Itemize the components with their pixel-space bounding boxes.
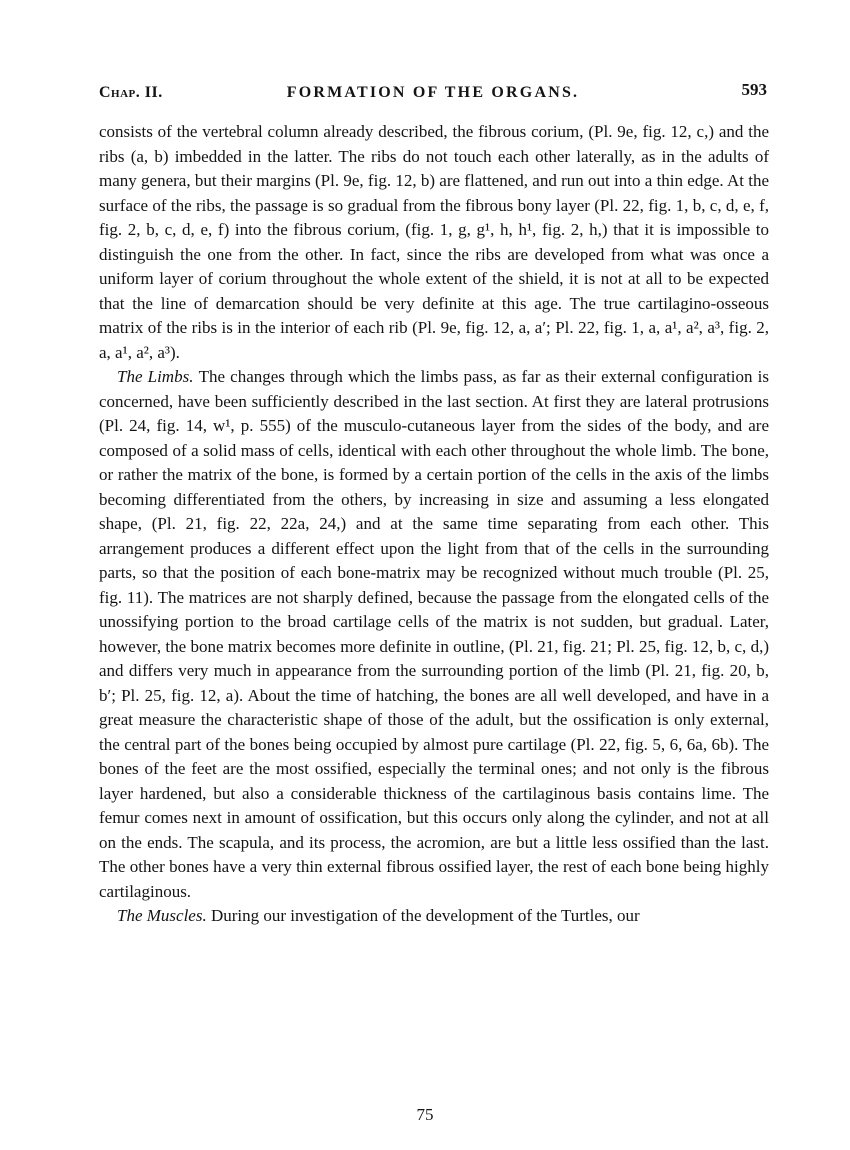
page-title: FORMATION OF THE ORGANS. — [286, 84, 580, 101]
chapter-label: Chap. II. — [99, 84, 163, 101]
paragraph-limbs — [99, 365, 769, 904]
paragraph-text: The changes through which the limbs pass, as far as their external configuration is concerned, have been sufficiently described in the last section. At first they are lateral protrusions (Pl. 24, fig. 14, w¹, p. 555) of the musculo-cutaneous layer from the sides of the body, and are composed of a solid mass of cells, identical with each other throughout the whole limb. The bone, or rather the matrix of the bone, is formed by a certain portion of the cells in the axis of the limbs becoming differentiated from the others, by increasing in size and assuming a less elongated shape, (Pl. 21, fig. 22, 22a, 24,) and at the same time separating from each other. This arrangement produces a different effect upon the light from that of the cells in the surrounding parts, so that the position of each bone-matrix may be recognized without much trouble (Pl. 25, fig. 11). The matrices are not sharply defined, because the passage from the elongated cells of the unossifying portion to the broad cartilage cells of the matrix is not sudden, but gradual. Later, however, the bone matrix becomes more definite in outline, (Pl. 21, fig. 21; Pl. 25, fig. 12, b, c, d,) and differs very much in appearance from the surrounding portion of the limb (Pl. 21, fig. 20, b, b′; Pl. 25, fig. 12, a). About the time of hatching, the bones are all well developed, and have in a great measure the characteristic shape of those of the adult, but the ossification is only external, the central part of the bones being occupied by almost pure cartilage (Pl. 22, fig. 5, 6, 6a, 6b). The bones of the feet are the most ossified, especially the terminal ones; and not only is the fibrous layer hardened, but also a considerable thickness of the cartilaginous basis contains lime. The femur comes next in amount of ossification, but this occurs only along the cylinder, and not at all on the ends. The scapula, and its process, the acromion, are but a little less ossified than the last. The other bones have a very thin external fibrous ossified layer, the rest of each bone being highly cartilaginous. — [99, 367, 769, 901]
running-head — [99, 78, 767, 108]
paragraph-text: During our investigation of the development of the Turtles, our — [210, 906, 640, 925]
paragraph-text: consists of the vertebral column already described, the fibrous corium, (Pl. 9e, fig. 12, c,) and the ribs (a, b) imbedded in the latter. The ribs do not touch each other laterally, as in the adults of many genera, but their margins (Pl. 9e, fig. 12, b) are flattened, and run out into a thin edge. At the surface of the ribs, the passage is so gradual from the fibrous bony layer (Pl. 22, fig. 1, b, c, d, e, f, fig. 2, b, c, d, e, f) into the fibrous corium, (fig. 1, g, g¹, h, h¹, fig. 2, h,) that it is impossible to distinguish the one from the other. In fact, since the ribs are developed from what was once a uniform layer of corium throughout the whole extent of the shield, it is not at all to be expected that the line of demarcation should be very definite at this age. The true cartilagino-osseous matrix of the ribs is in the interior of each rib (Pl. 9e, fig. 12, a, a′; Pl. 22, fig. 1, a, a¹, a², a³, fig. 2, a, a¹, a², a³). — [99, 122, 769, 362]
section-heading-muscles: The Muscles. — [117, 906, 211, 925]
body-text — [99, 120, 769, 929]
paragraph-muscles — [99, 904, 769, 929]
paragraph-shield — [99, 120, 769, 365]
page-number: 593 — [741, 80, 767, 99]
section-heading-limbs: The Limbs. — [117, 367, 199, 386]
signature-mark: 75 — [416, 1105, 434, 1124]
